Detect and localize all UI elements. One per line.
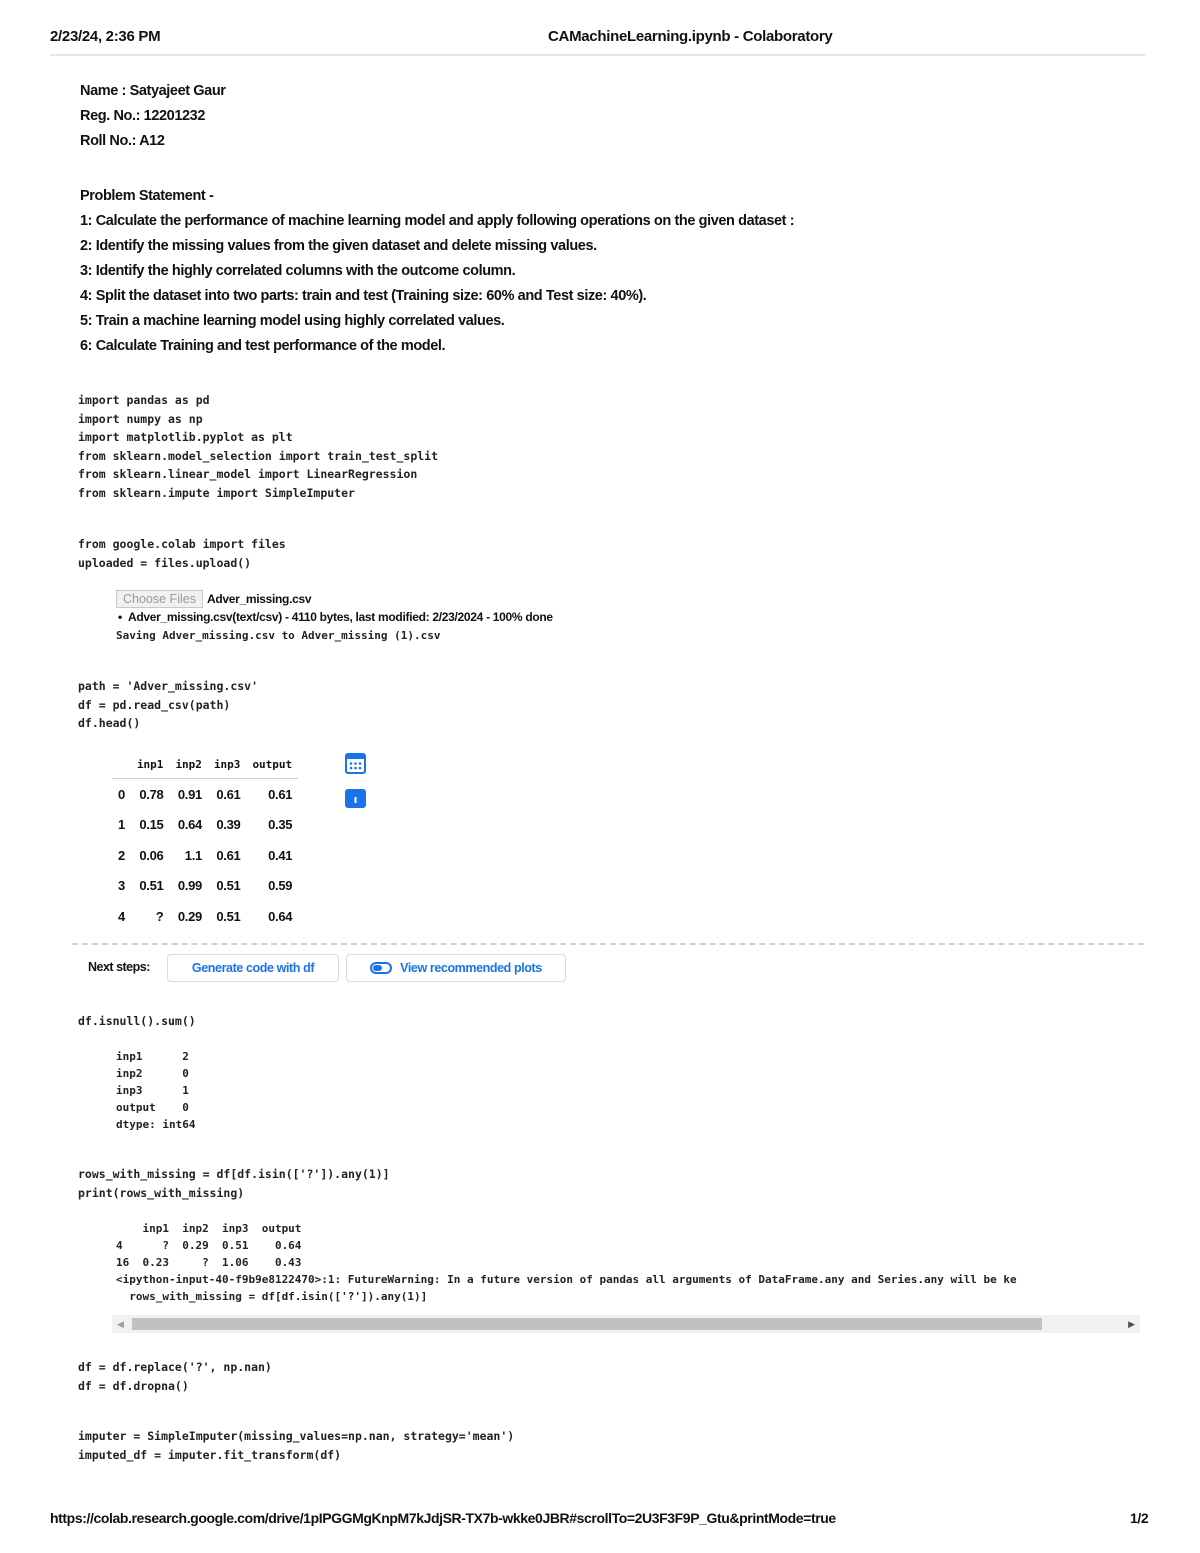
problem-item: 4: Split the dataset into two parts: train and test (Training size: 60% and Test size: 40%).	[80, 288, 647, 304]
table-cell: 1.1	[184, 847, 202, 863]
table-cell: 0.99	[177, 878, 202, 894]
next-steps-label: Next steps:	[88, 960, 150, 974]
dataframe-table	[112, 750, 298, 932]
table-cell: 0.06	[139, 847, 164, 863]
table-row	[112, 840, 298, 871]
table-cell: 0.39	[216, 817, 241, 833]
column-header: inp3	[213, 757, 241, 771]
problem-item: 1: Calculate the performance of machine learning model and apply following operations on the given dataset :	[80, 213, 795, 229]
footer-page-number: 1/2	[1130, 1510, 1149, 1526]
table-row	[112, 901, 298, 932]
table-view-icon[interactable]	[345, 753, 366, 774]
code-cell-imports[interactable]: import pandas as pd import numpy as np import matplotlib.pyplot as plt from sklearn.model_selection import train_test_split from sklearn.linear_model import LinearRegression from sklearn.impute import SimpleImputer	[78, 393, 439, 500]
problem-item: 6: Calculate Training and test performance of the model.	[80, 338, 446, 354]
table-cell: 0.64	[177, 817, 202, 833]
problem-item: 2: Identify the missing values from the given dataset and delete missing values.	[80, 238, 597, 254]
code-cell-imputer[interactable]: imputer = SimpleImputer(missing_values=np.nan, strategy='mean') imputed_df = imputer.fit_transform(df)	[78, 1429, 515, 1462]
upload-saving-output: Saving Adver_missing.csv to Adver_missing (1).csv	[116, 629, 441, 642]
table-cell: 0.64	[268, 908, 293, 924]
table-cell: 0.61	[216, 847, 241, 863]
table-cell: 0.15	[139, 817, 164, 833]
header-divider	[50, 54, 1145, 56]
uploaded-file-info	[118, 610, 553, 624]
table-cell: 0.51	[216, 878, 241, 894]
student-name: Name : Satyajeet Gaur	[80, 83, 226, 99]
scroll-right-icon[interactable]: ▶	[1128, 1319, 1135, 1329]
table-cell: 0.35	[268, 817, 293, 833]
table-row	[112, 871, 298, 902]
row-index: 1	[118, 817, 125, 833]
table-row	[112, 779, 298, 810]
code-cell-isnull[interactable]: df.isnull().sum()	[78, 1014, 196, 1028]
row-index: 4	[118, 908, 125, 924]
table-cell: 0.41	[268, 847, 293, 863]
table-cell: 0.78	[139, 786, 164, 802]
row-index: 3	[118, 878, 125, 894]
row-index: 0	[118, 786, 125, 802]
problem-item: 5: Train a machine learning model using highly correlated values.	[80, 313, 505, 329]
file-upload-widget	[116, 590, 311, 608]
chart-suggest-icon[interactable]	[345, 789, 366, 808]
output-separator	[72, 943, 1144, 945]
output-horizontal-scrollbar[interactable]	[112, 1315, 1140, 1333]
table-cell: 0.51	[139, 878, 164, 894]
uploaded-file-name: Adver_missing.csv	[127, 610, 233, 624]
table-cell: 0.61	[268, 786, 293, 802]
table-row	[112, 810, 298, 841]
table-cell: 0.29	[177, 908, 202, 924]
row-index: 2	[118, 847, 125, 863]
student-reg-no: Reg. No.: 12201232	[80, 108, 205, 124]
column-header	[112, 750, 131, 779]
bullet-icon: •	[118, 610, 128, 624]
scroll-left-icon[interactable]: ◀	[117, 1319, 124, 1329]
problem-item: 3: Identify the highly correlated columns with the outcome column.	[80, 263, 516, 279]
table-cell: ?	[155, 908, 164, 924]
code-cell-read-csv[interactable]: path = 'Adver_missing.csv' df = pd.read_csv(path) df.head()	[78, 679, 259, 730]
rows-missing-output: inp1 inp2 inp3 output 4 ? 0.29 0.51 0.64 16 0.23 ? 1.06 0.43 <ipython-input-40-f9b9e8122470>:1: FutureWarning: In a future version of pandas all arguments of DataFrame.any and Series.any will be ke rows_with_missing = df[df.isin(['?']).any(1)]	[116, 1222, 1017, 1303]
problem-heading: Problem Statement -	[80, 188, 214, 204]
table-cell: 0.61	[216, 786, 241, 802]
page-title: CAMachineLearning.ipynb - Colaboratory	[548, 28, 833, 45]
scrollbar-thumb[interactable]	[132, 1318, 1042, 1330]
table-cell: 0.91	[177, 786, 202, 802]
table-cell: 0.51	[216, 908, 241, 924]
code-cell-replace[interactable]: df = df.replace('?', np.nan) df = df.dropna()	[78, 1360, 272, 1393]
choose-files-button[interactable]: Choose Files	[116, 590, 203, 608]
table-header-row	[112, 750, 298, 779]
chosen-file-name: Adver_missing.csv	[206, 592, 312, 606]
table-cell: 0.59	[268, 878, 293, 894]
print-datetime: 2/23/24, 2:36 PM	[50, 28, 161, 45]
generate-code-button[interactable]: Generate code with df	[167, 954, 339, 982]
uploaded-file-details: (text/csv) - 4110 bytes, last modified: 2/23/2024 - 100% done	[232, 610, 553, 624]
column-header: inp1	[136, 757, 164, 771]
footer-url: https://colab.research.google.com/drive/1pIPGGMgKnpM7kJdjSR-TX7b-wkke0JBR#scrollTo=2U3F3F9P_Gtu&printMode=true	[50, 1510, 836, 1526]
column-header: inp2	[175, 757, 202, 771]
code-cell-rows-missing[interactable]: rows_with_missing = df[df.isin(['?']).any(1)] print(rows_with_missing)	[78, 1167, 390, 1200]
view-plots-label: View recommended plots	[400, 961, 542, 975]
column-header: output	[252, 757, 293, 771]
code-cell-upload[interactable]: from google.colab import files uploaded = files.upload()	[78, 537, 286, 570]
view-recommended-plots-button[interactable]	[346, 954, 566, 982]
isnull-output: inp1 2 inp2 0 inp3 1 output 0 dtype: int64	[116, 1050, 196, 1131]
student-roll-no: Roll No.: A12	[80, 133, 165, 149]
plots-icon	[370, 962, 392, 974]
dataframe-head-output	[112, 750, 298, 932]
